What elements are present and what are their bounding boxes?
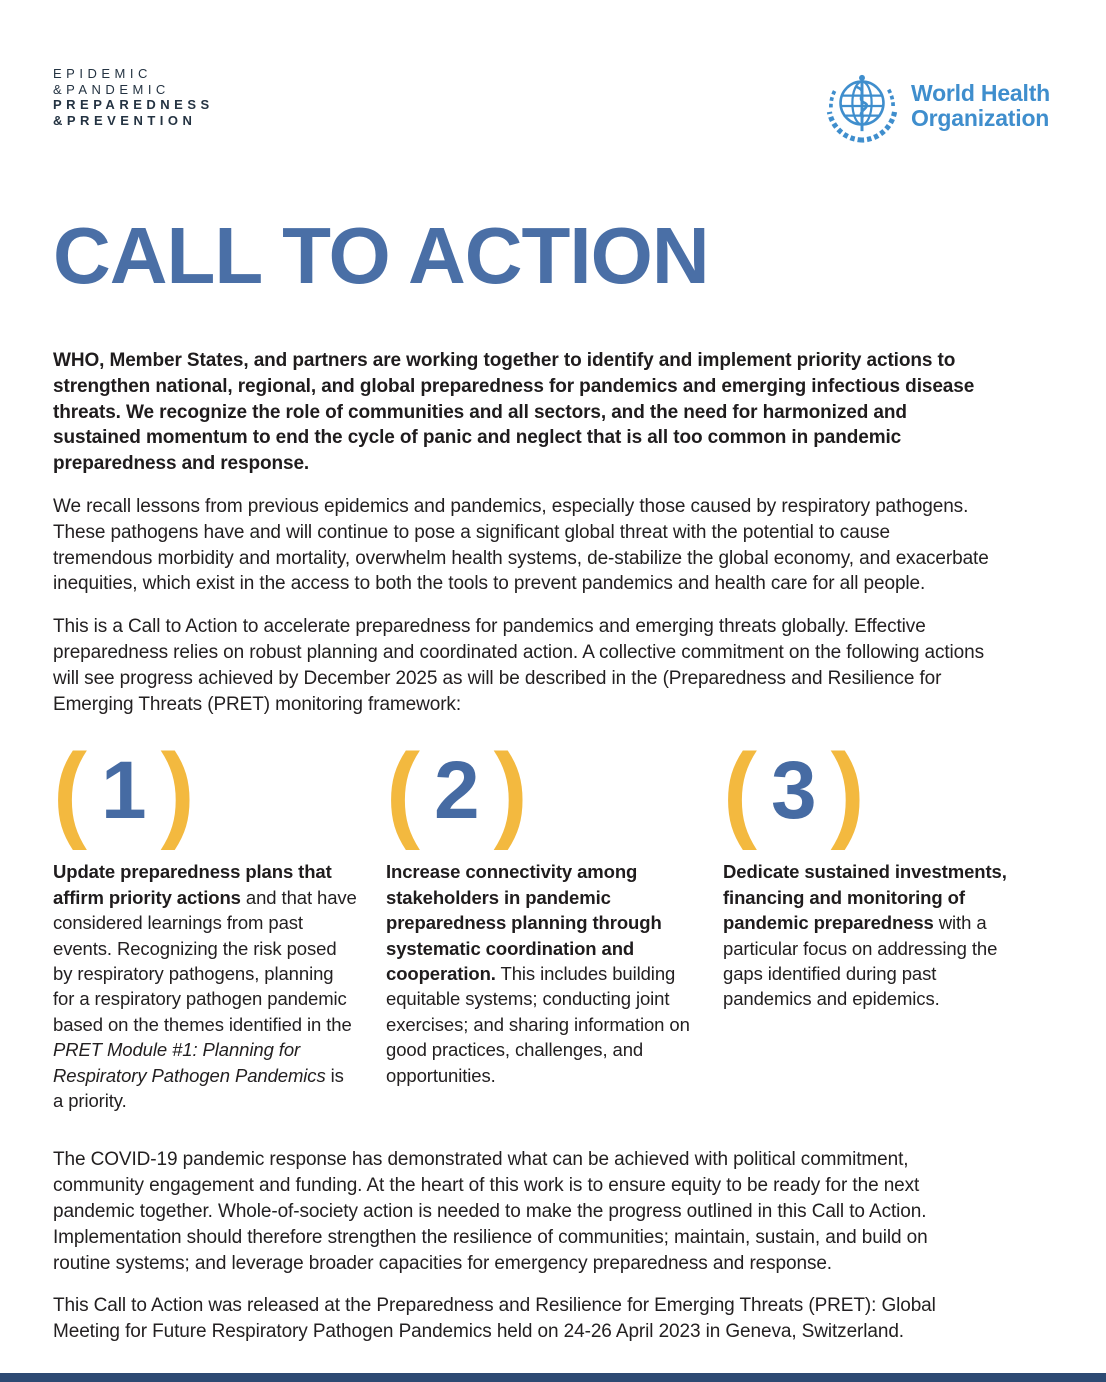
footer-accent-bar <box>0 1373 1106 1382</box>
action-2-text <box>386 859 702 1088</box>
action-3-marker <box>723 731 1033 852</box>
page-header <box>0 0 1106 144</box>
who-wordmark-line-1: World Health <box>910 80 1050 106</box>
who-wordmark <box>911 81 1050 131</box>
epp-brand-logo <box>53 66 214 128</box>
close-paren-icon: ) <box>830 731 865 852</box>
brand-line-4: &PREVENTION <box>53 112 197 128</box>
action-2-body: This includes building equitable systems; conducting joint exercises; and sharing information on good practices, challenges, and opportunities. <box>386 962 690 1086</box>
action-1-lead: Update preparedness plans that affirm priority actions <box>53 861 332 908</box>
open-paren-icon: ( <box>723 731 757 852</box>
brand-line-1: EPIDEMIC <box>53 66 152 81</box>
action-2-marker <box>386 731 702 852</box>
action-item-1 <box>53 731 365 1113</box>
action-1-number: 1 <box>100 745 147 837</box>
intro-paragraph-1: WHO, Member States, and partners are working together to identify and implement priority actions to strengthen national, regional, and global preparedness for pandemics and emerging infectious disease threats. We recognize the role of communities and all sectors, and the need for harmonized and sustained momentum to end the cycle of panic and neglect that is all too common in pandemic preparedness and response. <box>53 350 975 475</box>
brand-line-3: PREPAREDNESS <box>53 97 214 112</box>
closing-paragraph-1: The COVID-19 pandemic response has demonstrated what can be achieved with political commitment, community engagement and funding. At the heart of this work is to ensure equity to be ready for the next pandemic together. Whole-of-society action is needed to make the progress outlined in this Call to Action. Implementation should therefore strengthen the resilience of communities; maintain, sustain, and build on routine systems; and leverage broader capacities for emergency preparedness and response. <box>53 1149 928 1274</box>
open-paren-icon: ( <box>53 731 87 852</box>
action-1-italic: PRET Module #1: Planning for Respiratory Pathogen Pandemics <box>53 1039 326 1086</box>
action-3-number: 3 <box>770 745 817 837</box>
action-item-2 <box>386 731 702 1113</box>
intro-paragraph-3: This is a Call to Action to accelerate preparedness for pandemics and emerging threats globally. Effective preparedness relies on robust planning and coordinated action. A collective commitment on the following actions will see progress achieved by December 2025 as will be described in the (Preparedness and Resilience for Emerging Threats (PRET) monitoring framework: <box>53 616 985 715</box>
open-paren-icon: ( <box>386 731 420 852</box>
brand-line-2: &PANDEMIC <box>53 81 170 97</box>
who-logo <box>825 68 1050 144</box>
actions-columns <box>53 731 1053 1113</box>
action-2-number: 2 <box>433 745 480 837</box>
closing-paragraph-2: This Call to Action was released at the Preparedness and Resilience for Emerging Threats (PRET): Global Meeting for Future Respiratory Pathogen Pandemics held on 24-26 April 2023 in Geneva, Switzerland. <box>53 1295 936 1343</box>
action-item-3 <box>723 731 1033 1113</box>
intro-paragraph-2: We recall lessons from previous epidemics and pandemics, especially those caused by respiratory pathogens. These pathogens have and will continue to pose a significant global threat with the potential to cause tremendous morbidity and mortality, overwhelm health systems, de-stabilize the global economy, and exacerbate inequities, which exist in the access to both the tools to prevent pandemics and health care for all people. <box>53 495 989 595</box>
action-1-marker <box>53 731 365 852</box>
action-2-lead: Increase connectivity among stakeholders in pandemic preparedness planning through systematic coordination and cooperation. <box>386 861 662 984</box>
close-paren-icon: ) <box>493 731 528 852</box>
action-1-body: and that have considered learnings from past events. Recognizing the risk posed by respiratory pathogens, planning for a respiratory pathogen pandemic based on the themes identified in the <box>53 886 357 1035</box>
close-paren-icon: ) <box>160 731 195 852</box>
action-1-text <box>53 859 365 1113</box>
who-wordmark-line-2: Organization <box>910 105 1050 131</box>
action-1-tail: is a priority. <box>53 1064 344 1112</box>
action-3-text <box>723 859 1033 1011</box>
action-3-lead: Dedicate sustained investments, financing and monitoring of pandemic preparedness <box>723 861 1007 934</box>
who-emblem-icon <box>825 68 899 144</box>
page-title: CALL TO ACTION <box>53 211 709 300</box>
closing-section <box>53 1147 989 1345</box>
action-3-body: with a particular focus on addressing the gaps identified during past pandemics and epidemics. <box>723 912 998 1010</box>
intro-section <box>53 348 989 717</box>
